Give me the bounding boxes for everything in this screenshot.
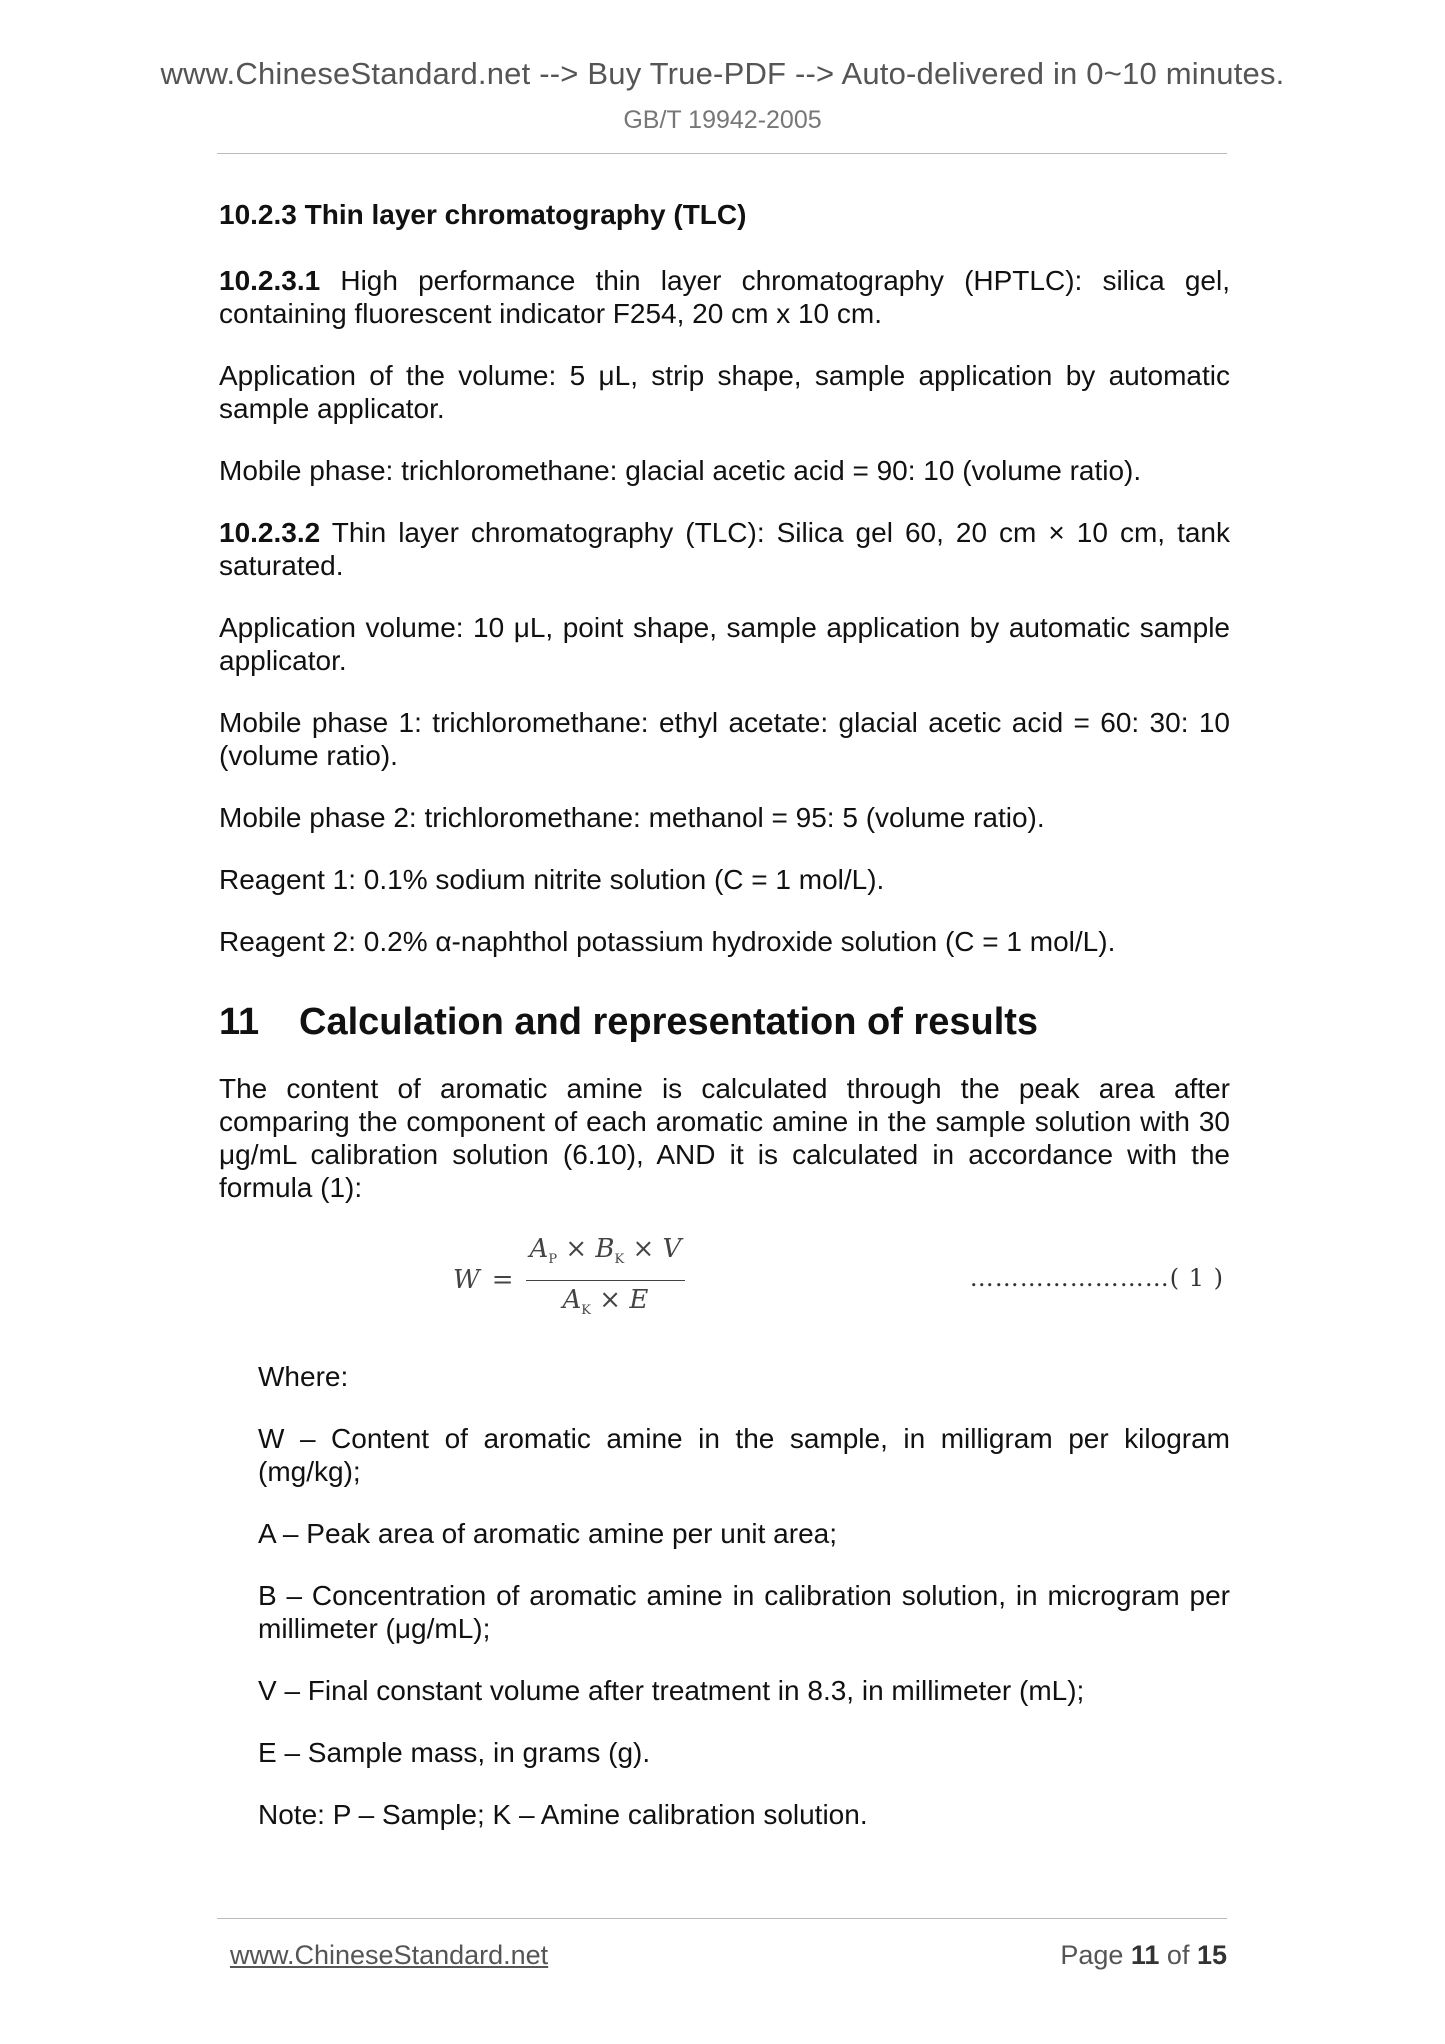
formula-numerator (526, 1233, 686, 1276)
paragraph-reagent-1: Reagent 1: 0.1% sodium nitrite solution (C = 1 mol/L). (219, 864, 885, 895)
clause-text: Thin layer chromatography (TLC): Silica gel 60, 20 cm × 10 cm, tank saturated. (219, 517, 1230, 581)
definition-b: B – Concentration of aromatic amine in calibration solution, in microgram per millimeter (μg/mL); (258, 1580, 1230, 1644)
sub-k: K (614, 1252, 625, 1268)
paragraph-10-2-3-2 (219, 516, 1230, 582)
section-title: Calculation and representation of results (299, 1001, 1039, 1043)
formula-lhs: W (453, 1264, 480, 1295)
page-content (219, 198, 1230, 1860)
clause-text: High performance thin layer chromatography (HPTLC): silica gel, containing fluorescent indicator F254, 20 cm x 10 cm. (219, 265, 1230, 329)
formula-denominator (559, 1284, 653, 1327)
formula-equals: = (491, 1264, 514, 1295)
clause-number: 10.2.3.2 (219, 517, 321, 548)
page-current: 11 (1130, 1940, 1160, 1970)
footer-website-link[interactable]: www.ChineseStandard.net (230, 1940, 549, 1970)
paragraph-mobile-phase: Mobile phase: trichloromethane: glacial acetic acid = 90: 10 (volume ratio). (219, 455, 1142, 486)
page-total: 15 (1196, 1940, 1227, 1970)
times-sign: × (632, 1234, 655, 1265)
var-b: B (595, 1234, 615, 1265)
footer-divider (217, 1918, 1227, 1919)
times-sign: × (565, 1234, 588, 1265)
header-divider (217, 153, 1227, 154)
page-number (1060, 1940, 1227, 1971)
var-a: A (529, 1234, 549, 1265)
section-number: 11 (219, 1001, 260, 1043)
where-label: Where: (258, 1361, 349, 1392)
paragraph-mobile-phase-1: Mobile phase 1: trichloromethane: ethyl acetate: glacial acetic acid = 60: 30: 10 (volume ratio). (219, 707, 1230, 771)
clause-number: 10.2.3.1 (219, 265, 321, 296)
fraction-bar (526, 1280, 686, 1281)
definition-w: W – Content of aromatic amine in the sample, in milligram per kilogram (mg/kg); (258, 1423, 1230, 1487)
formula-fraction (526, 1233, 686, 1326)
definition-v: V – Final constant volume after treatment in 8.3, in millimeter (mL); (258, 1675, 1085, 1706)
page-prefix: Page (1060, 1940, 1131, 1970)
header-banner[interactable]: www.ChineseStandard.net --> Buy True-PDF --> Auto-delivered in 0~10 minutes. (160, 56, 1285, 91)
formula-1 (219, 1234, 1230, 1332)
paragraph-application-volume-1: Application of the volume: 5 μL, strip shape, sample application by automatic sample applicator. (219, 360, 1230, 424)
paragraph-reagent-2: Reagent 2: 0.2% α-naphthol potassium hydroxide solution (C = 1 mol/L). (219, 926, 1116, 957)
section-heading-11 (219, 1000, 1230, 1044)
page-of: of (1159, 1940, 1197, 1970)
equation-number: ……………………( 1 ) (969, 1264, 1224, 1292)
section-heading-10-2-3: 10.2.3 Thin layer chromatography (TLC) (219, 199, 747, 230)
standard-code: GB/T 19942-2005 (623, 106, 822, 134)
sub-k: K (581, 1302, 592, 1318)
sub-p: P (548, 1252, 558, 1268)
var-e: E (629, 1284, 649, 1315)
note: Note: P – Sample; K – Amine calibration solution. (258, 1799, 868, 1830)
definition-a: A – Peak area of aromatic amine per unit area; (258, 1518, 837, 1549)
paragraph-mobile-phase-2: Mobile phase 2: trichloromethane: methanol = 95: 5 (volume ratio). (219, 802, 1045, 833)
definition-e: E – Sample mass, in grams (g). (258, 1737, 651, 1768)
var-a: A (562, 1284, 582, 1315)
paragraph-calculation-intro: The content of aromatic amine is calculated through the peak area after comparing the component of each aromatic amine in the sample solution with 30 μg/mL calibration solution (6.10), AND it is calculated in accordance with the formula (1): (219, 1073, 1230, 1203)
formula-expression (453, 1234, 685, 1320)
paragraph-10-2-3-1 (219, 264, 1230, 330)
paragraph-application-volume-2: Application volume: 10 μL, point shape, sample application by automatic sample applicator. (219, 612, 1230, 676)
times-sign: × (599, 1284, 622, 1315)
var-v: V (662, 1234, 682, 1265)
